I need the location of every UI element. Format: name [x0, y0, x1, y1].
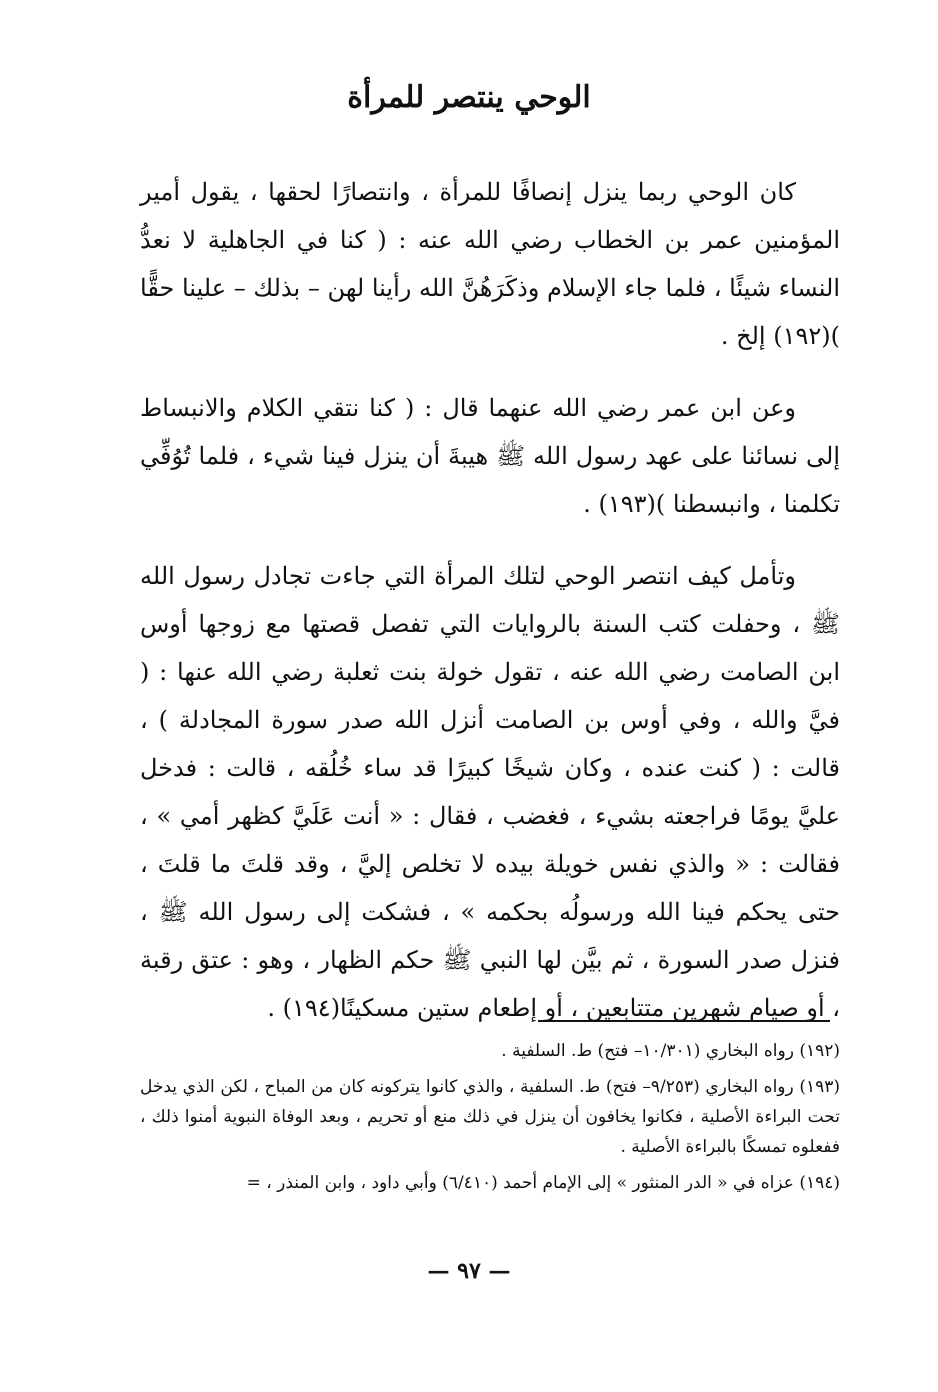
paragraph-umar: كان الوحي ربما ينزل إنصافًا للمرأة ، وانتصارًا لحقها ، يقول أمير المؤمنين عمر بن الخطاب رضي الله عنه : ( كنا في الجاهلية لا نعدُّ النساء شيئًا ، فلما جاء الإسلام وذكَرَهُنَّ الله رأينا لهن – بذلك – علينا حقًّا )(١٩٢) إلخ . [140, 178, 840, 350]
footnote-separator [538, 1020, 830, 1022]
main-text [140, 168, 840, 1056]
footnotes [140, 1036, 840, 1204]
footnote-text: (١٩٣) رواه البخاري (٩/٢٥٣– فتح) ط. السلفية ، والذي كانوا يتركونه كان من المباح ، لكن الذي يدخل تحت البراءة الأصلية ، فكانوا يخافون أن ينزل في ذلك منع أو تحريم ، وبعد الوفاة النبوية أمنوا ذلك ، ففعلوه تمسكًا بالبراءة الأصلية . [140, 1077, 840, 1157]
paragraph-ibn-umar: وعن ابن عمر رضي الله عنهما قال : ( كنا نتقي الكلام والانبساط إلى نسائنا على عهد رسول الله ﷺ هيبةَ أن ينزل فينا شيء ، فلما تُوُفِّي تكلمنا ، وانبسطنا )(١٩٣) . [140, 394, 840, 518]
page-number: — ٩٧ — [427, 1258, 511, 1284]
footnote-text: (١٩٤) عزاه في « الدر المنثور » إلى الإمام أحمد (٦/٤١٠) وأبي داود ، وابن المنذر ، = [246, 1173, 840, 1193]
page-title: الوحي ينتصر للمرأة [347, 80, 591, 115]
footnote-193 [140, 1072, 840, 1162]
footnote-192 [140, 1036, 840, 1066]
footnote-194 [140, 1168, 840, 1198]
footnote-text: (١٩٢) رواه البخاري (١٠/٣٠١– فتح) ط. السلفية . [501, 1041, 840, 1061]
paragraph-khawla: وتأمل كيف انتصر الوحي لتلك المرأة التي جاءت تجادل رسول الله ﷺ ، وحفلت كتب السنة بالروايات التي تفصل قصتها مع زوجها أوس ابن الصامت رضي الله عنه ، تقول خولة بنت ثعلبة رضي الله عنها : ( فيَّ والله ، وفي أوس بن الصامت أنزل الله صدر سورة المجادلة ) ، قالت : ( كنت عنده ، وكان شيخًا كبيرًا قد ساء خُلُقه ، قالت : فدخل عليَّ يومًا فراجعته بشيء ، فغضب ، فقال : « أنت عَلَيَّ كظهر أمي » ، فقالت : « والذي نفس خويلة بيده لا تخلص إليَّ ، وقد قلتَ ما قلتَ ، حتى يحكم فينا الله ورسولُه بحكمه » ، فشكت إلى رسول الله ﷺ ، فنزل صدر السورة ، ثم بيَّن لها النبي ﷺ حكم الظهار ، وهو : عتق رقبة ، أو صيام شهرين متتابعين ، أو إطعام ستين مسكينًا(١٩٤) . [140, 562, 840, 1022]
